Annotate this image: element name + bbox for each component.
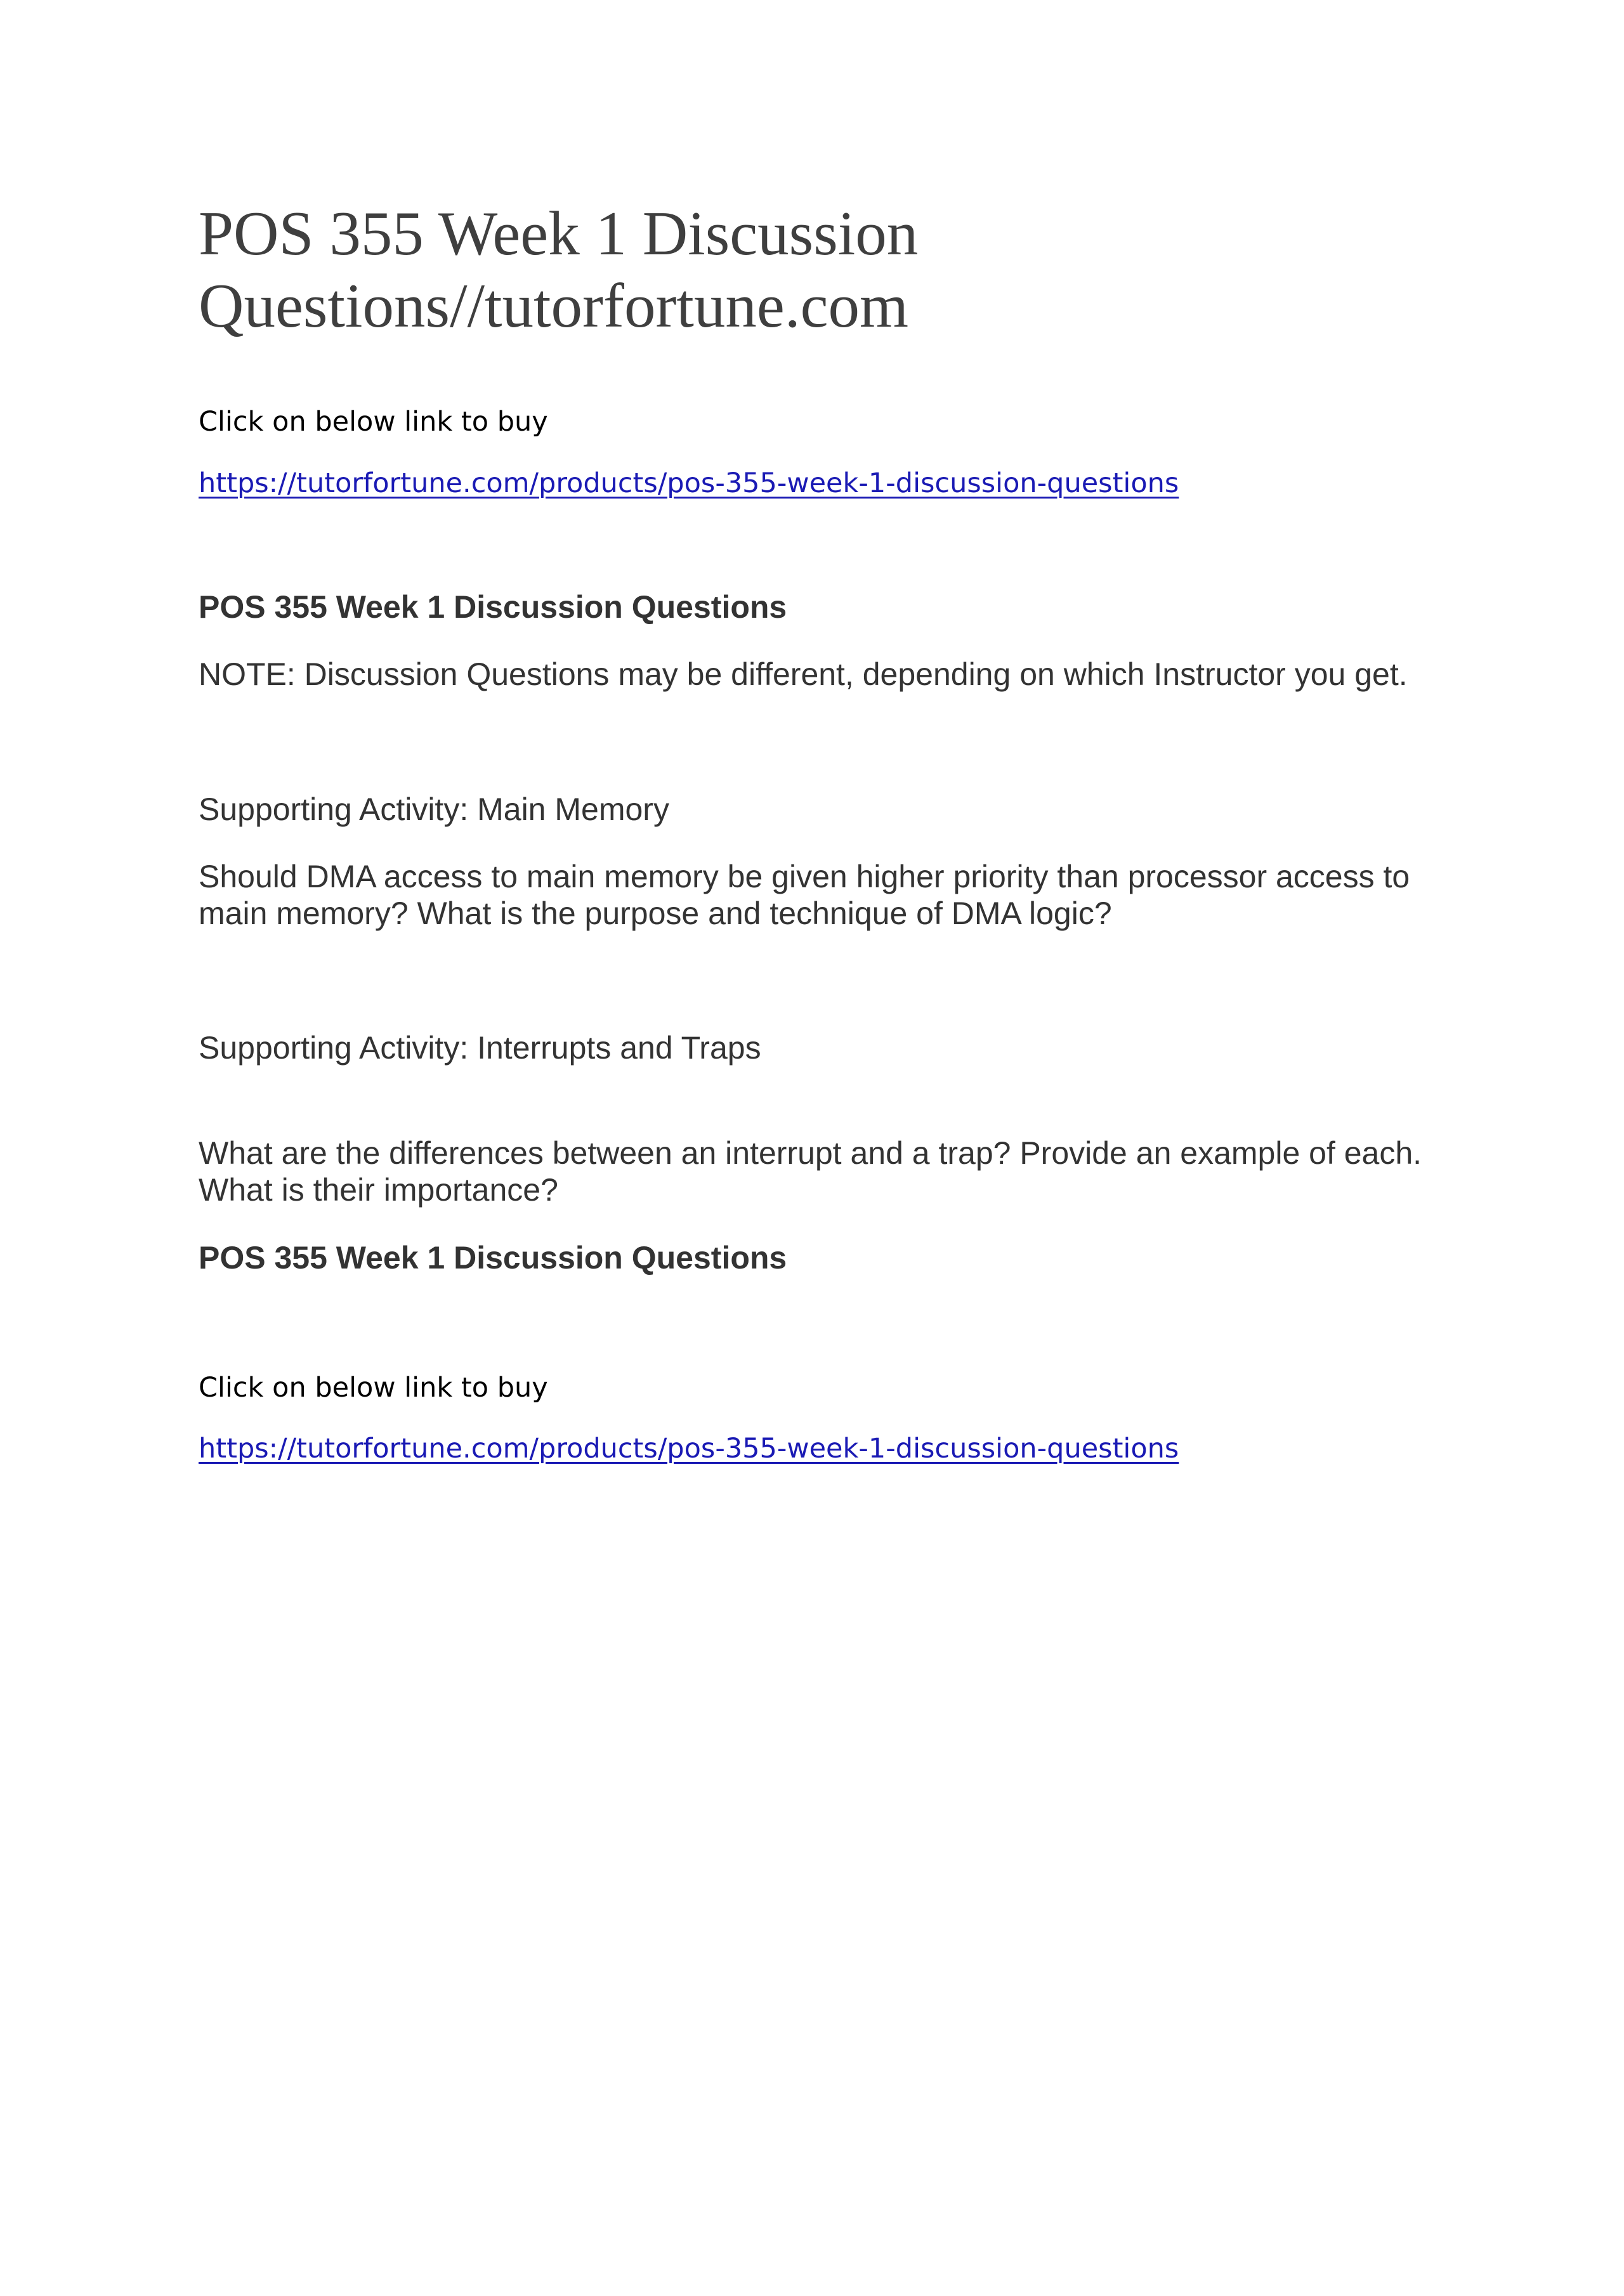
activity-main-memory-question [199, 858, 1410, 932]
section-heading-top: POS 355 Week 1 Discussion Questions [199, 589, 787, 625]
document-title-line-2: Questions//tutorfortune.com [199, 271, 909, 341]
buy-prompt-bottom: Click on below link to buy [199, 1372, 548, 1404]
activity-main-memory-question-line-1: Should DMA access to main memory be given higher priority than processor access to [199, 859, 1410, 894]
document-title-line-1: POS 355 Week 1 Discussion [199, 199, 919, 268]
activity-interrupts-traps-title: Supporting Activity: Interrupts and Traps [199, 1030, 761, 1066]
activity-interrupts-traps-question [199, 1135, 1422, 1208]
section-heading-bottom: POS 355 Week 1 Discussion Questions [199, 1240, 787, 1275]
product-link-top[interactable]: https://tutorfortune.com/products/pos-355-week-1-discussion-questions [199, 467, 1179, 499]
activity-interrupts-traps-question-line-1: What are the differences between an interrupt and a trap? Provide an example of each. [199, 1135, 1422, 1171]
activity-main-memory-title: Supporting Activity: Main Memory [199, 792, 669, 827]
buy-prompt-top: Click on below link to buy [199, 406, 548, 438]
instructor-note: NOTE: Discussion Questions may be different, depending on which Instructor you get. [199, 656, 1408, 692]
activity-main-memory-question-line-2: main memory? What is the purpose and technique of DMA logic? [199, 896, 1112, 931]
activity-interrupts-traps-question-line-2: What is their importance? [199, 1172, 558, 1208]
product-link-bottom[interactable]: https://tutorfortune.com/products/pos-355-week-1-discussion-questions [199, 1433, 1179, 1464]
document-title [199, 198, 918, 342]
